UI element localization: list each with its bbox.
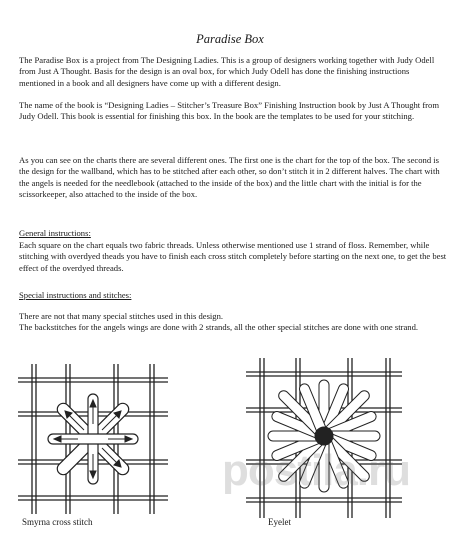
eyelet-label: Eyelet <box>268 517 291 527</box>
watermark-logo: postila.ru <box>222 446 411 495</box>
special-paragraph-2: The backstitches for the angels wings are done with 2 strands, all the other special stitches are done with one strand. <box>19 322 419 332</box>
special-instructions-heading: Special instructions and stitches: <box>19 290 132 300</box>
charts-paragraph: As you can see on the charts there are several different ones. The first one is the chart for the top of the box. The second is the design for the wallband, which has to be stitched after each other, so don’t stitch it in 2 different halves. The chart with the angels is needed for the needlebook (attached to the inside of the box) and the little chart with the initial is for the scissorkeeper, also attached to the inside of the box. <box>19 155 440 199</box>
page-title: Paradise Box <box>196 32 264 46</box>
general-instructions-heading: General instructions: <box>19 228 91 238</box>
special-paragraph-1: There are not that many special stitches used in this design. <box>19 311 224 321</box>
general-instructions-paragraph: Each square on the chart equals two fabric threads. Unless otherwise mentioned use 1 strand of floss. Remember, while stitching with overdyed theads you have to finish each cross stitch completely before starting on the next one, to get the best effect of the overdyed threads. <box>19 240 447 273</box>
intro-paragraph: The Paradise Box is a project from The Designing Ladies. This is a group of designers working together with Judy Odell from Just A Thought. Basis for the design is an oval box, for which Judy Odell has done the finishing instructions mentioned in a book and all designers have come up with a different design. <box>19 55 435 88</box>
smyrna-cross-stitch-diagram <box>14 360 172 518</box>
smyrna-cross-stitch-label: Smyrna cross stitch <box>22 517 93 527</box>
book-paragraph: The name of the book is “Designing Ladies – Stitcher’s Treasure Box” Finishing Instruction book by Just A Thought from Judy Odell. This book is essential for finishing this box. In the book are the templates to be used for your stitching. <box>19 100 440 122</box>
